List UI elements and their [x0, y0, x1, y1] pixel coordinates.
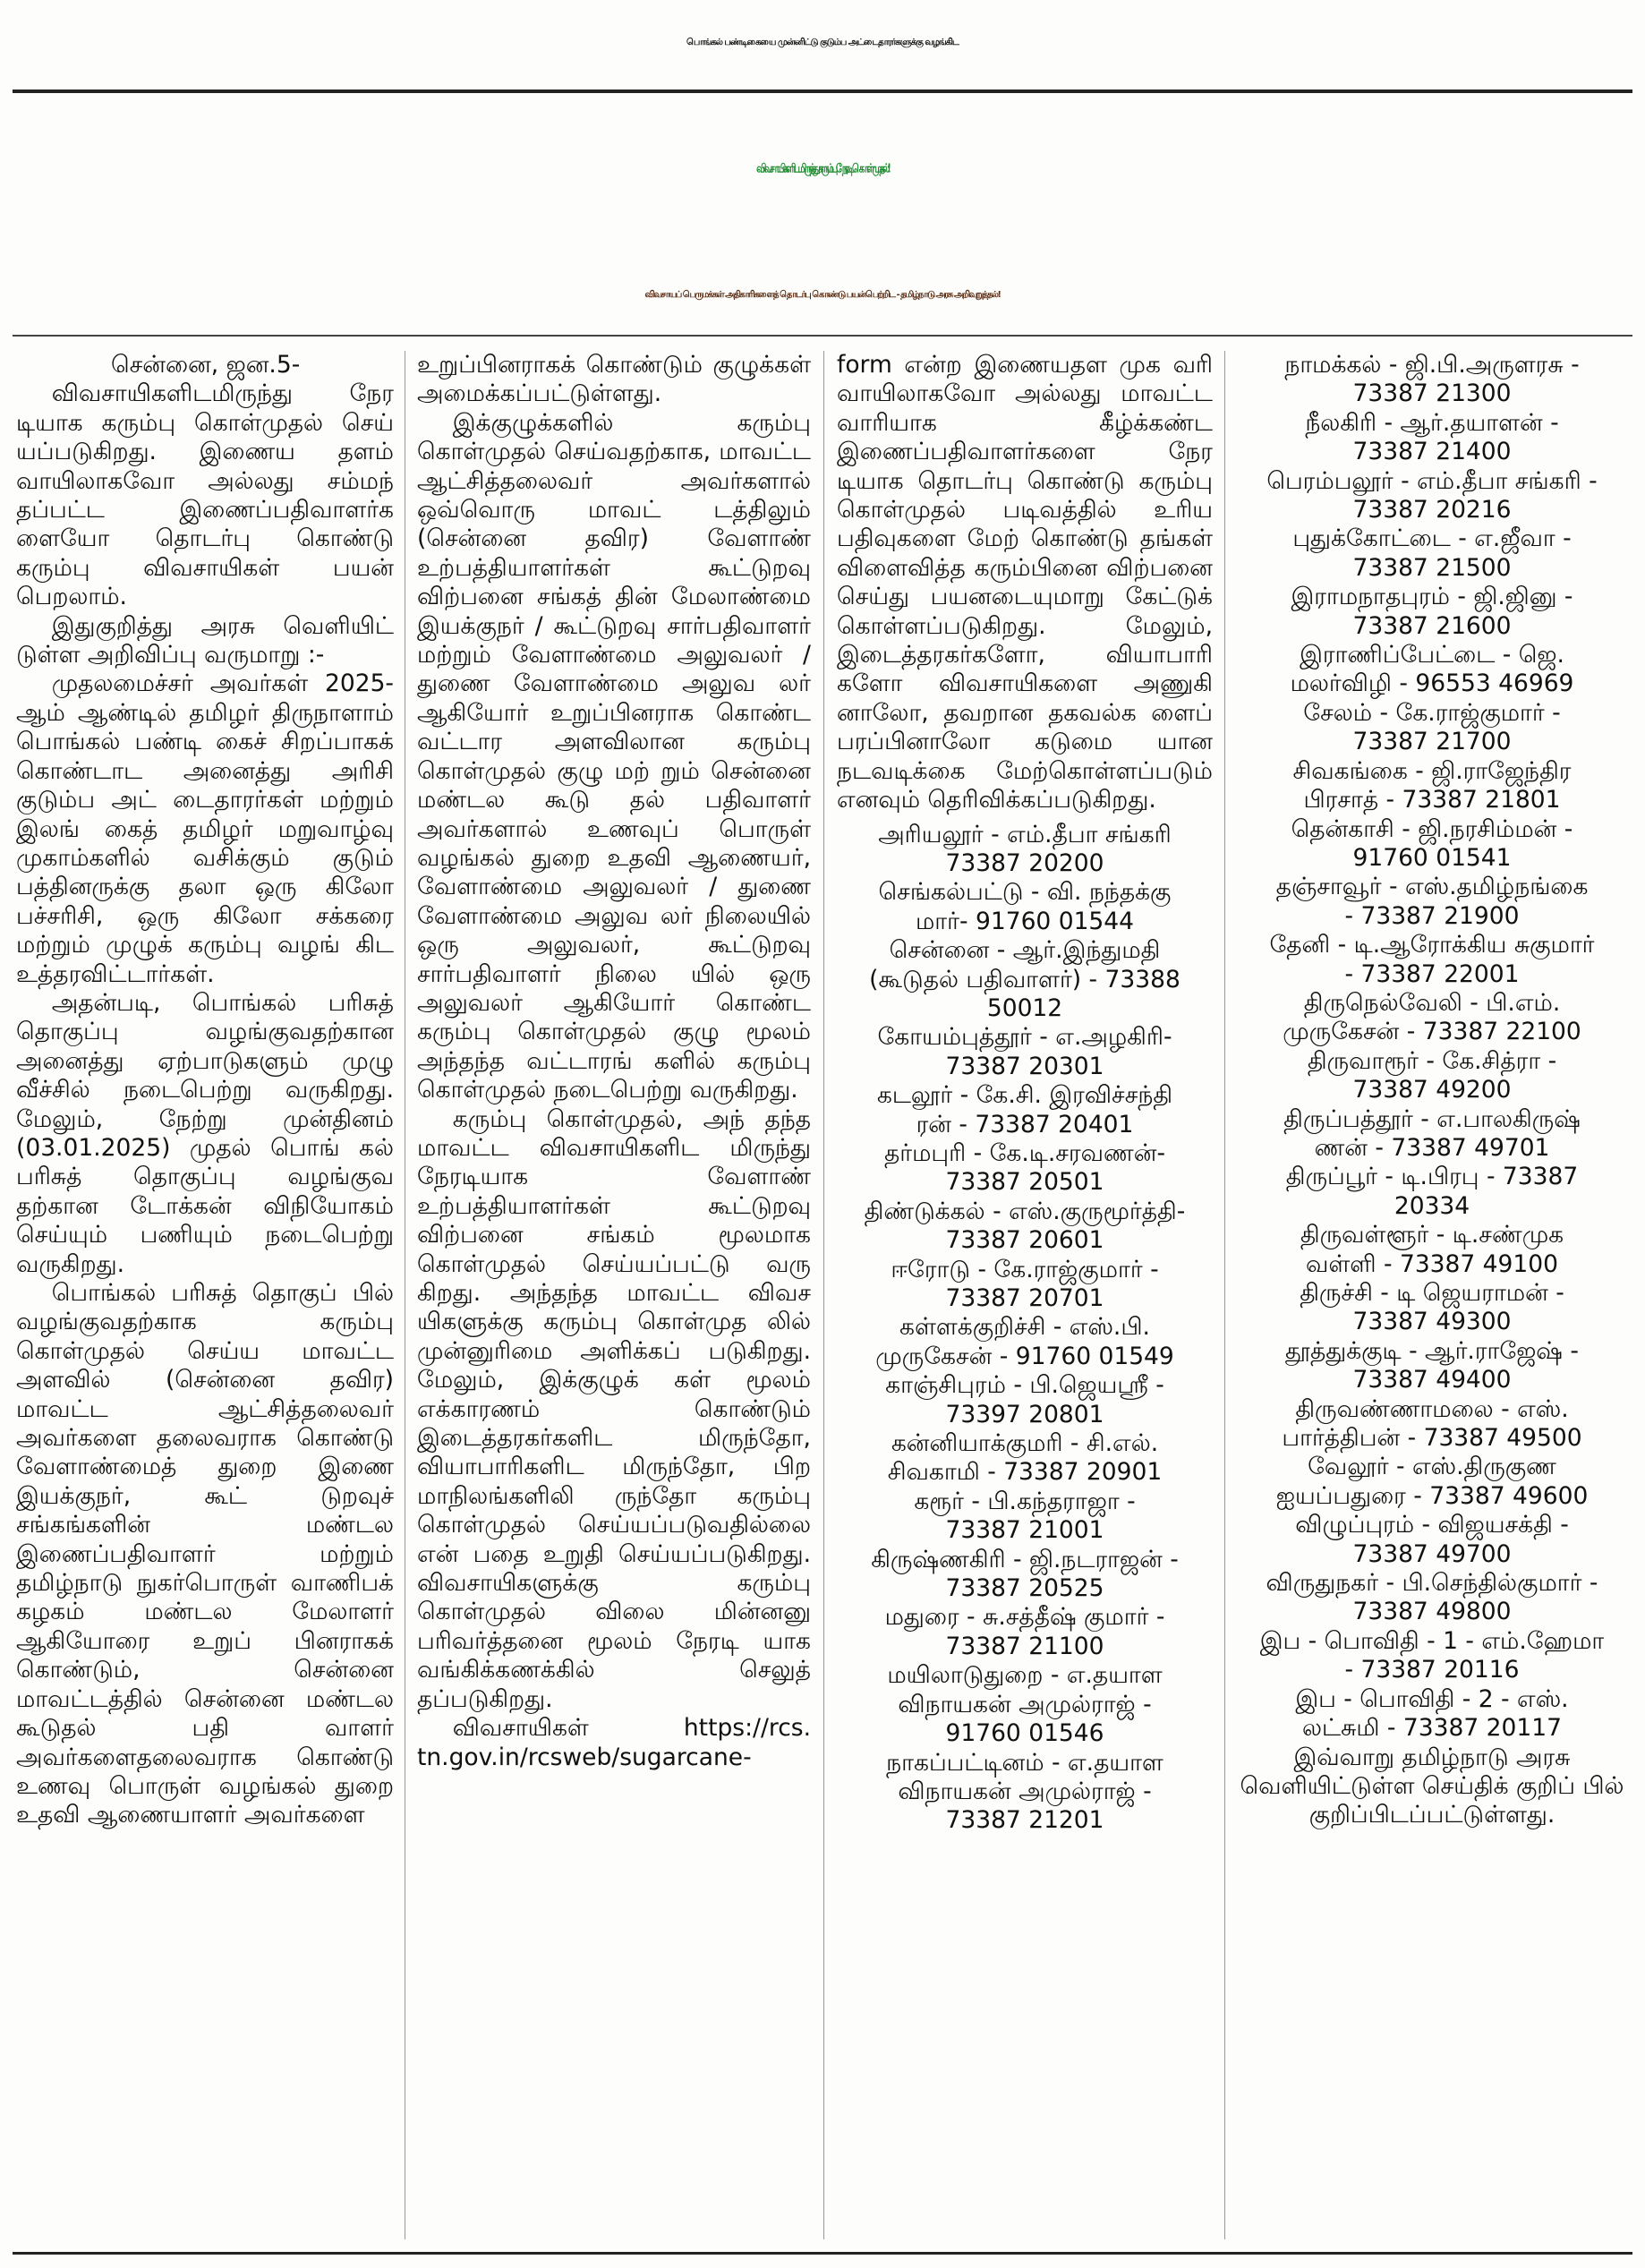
contact-line: தென்காசி - ஜி.நரசிம்மன் -	[1291, 814, 1573, 843]
paragraph: விவசாயிகளிடமிருந்து நேர டியாக கரும்பு கொள்முதல் செய் யப்படுகிறது. இணைய தளம் வாயிலாகவோ அல்லது சம்மந் தப்பட்ட இணைப்பதிவாளர்க ளையோ தொடர்பு கொண்டு கரும்பு விவசாயிகள் பயன் பெறலாம்.	[16, 379, 394, 611]
contact-line: மதுரை - சு.சத்தீஷ் குமார் -	[884, 1603, 1165, 1632]
column-divider	[823, 351, 824, 2239]
main-headline: விவசாயிகளிடமிருந்து கரும்பு நேரடி கொள்முதல்!	[756, 162, 889, 176]
closing-text: இவ்வாறு தமிழ்நாடு அரசு வெளியிட்டுள்ள செய்திக் குறிப் பில் குறிப்பிடப்பட்டுள்ளது.	[1240, 1743, 1624, 1829]
contact-line: 73387 20601	[945, 1226, 1104, 1255]
contact-line: 73387 21201	[945, 1806, 1104, 1835]
contact-line: விநாயகன் அமுல்ராஜ் -	[898, 1690, 1152, 1718]
contact-line: - 73387 21900	[1344, 901, 1520, 930]
contact-line: கடலூர் - கே.சி. இரவிச்சந்தி	[876, 1081, 1173, 1110]
contact-line: பிரசாத் - 73387 21801	[1303, 786, 1561, 814]
contact-line: 50012	[986, 993, 1063, 1022]
contact-line: 20334	[1394, 1191, 1470, 1220]
contact-line: திருப்பத்தூர் - எ.பாலகிருஷ்	[1283, 1104, 1581, 1133]
contact-line: 73387 20301	[945, 1052, 1104, 1080]
contact-line: தஞ்சாவூர் - எஸ்.தமிழ்நங்கை	[1275, 873, 1589, 901]
contact-line: 73387 20501	[945, 1168, 1104, 1197]
contact-line: பார்த்திபன் - 73387 49500	[1282, 1424, 1582, 1453]
contact-line: 73387 21001	[945, 1516, 1104, 1545]
article-column-2	[417, 351, 811, 2239]
contact-line: இராணிப்பேட்டை - ஜெ.	[1300, 641, 1564, 669]
contact-line: ரன் - 73387 20401	[916, 1110, 1134, 1138]
contact-line: 73387 21100	[945, 1632, 1104, 1660]
paragraph: விவசாயிகள் https://rcs. tn.gov.in/rcsweb/sugarcane-	[417, 1714, 811, 1771]
contact-line: நீலகிரி - ஆர்.தயாளன் -	[1305, 408, 1559, 437]
contact-line: 73387 20525	[945, 1574, 1104, 1603]
contact-line: 91760 01541	[1352, 843, 1512, 872]
contact-line: செங்கல்பட்டு - வி. நந்தக்கு	[878, 878, 1172, 907]
contact-line: நாகப்பட்டினம் - எ.தயாள	[886, 1748, 1163, 1777]
contact-line: மார்- 91760 01544	[915, 907, 1135, 935]
kicker-headline: பொங்கல் பண்டிகையை முன்னிட்டு குடும்ப அட்டைதாரர்களுக்கு வழங்கிட	[686, 38, 959, 47]
contact-line: பெரம்பலூர் - எம்.தீபா சங்கரி -	[1266, 466, 1598, 495]
contact-line: கள்ளக்குறிச்சி - எஸ்.பி.	[899, 1313, 1150, 1342]
paragraph: கரும்பு கொள்முதல், அந் தந்த மாவட்ட விவசாயிகளிட மிருந்து நேரடியாக வேளாண் உற்பத்தியாளர்கள் கூட்டுறவு விற்பனை சங்கம் மூலமாக கொள்முதல் செய்யப்பட்டு வரு கிறது. அந்தந்த மாவட்ட விவச யிகளுக்கு கரும்பு கொள்முத லில் முன்னுரிமை அளிக்கப் படுகிறது. மேலும், இக்குழுக் கள் மூலம் எக்காரணம் கொண்டும் இடைத்தரகர்களிட மிருந்தோ, வியாபாரிகளிட மிருந்தோ, பிற மாநிலங்களிலி ருந்தோ கரும்பு கொள்முதல் செய்யப்படுவதில்லை என் பதை உறுதி செய்யப்படுகிறது. விவசாயிகளுக்கு கரும்பு கொள்முதல் விலை மின்னனு பரிவர்த்தனை மூலம் நேரடி யாக வங்கிக்கணக்கில் செலுத் தப்படுகிறது.	[417, 1104, 811, 1713]
contact-line: (கூடுதல் பதிவாளர்) - 73388	[869, 965, 1180, 993]
contact-line: முருகேசன் - 91760 01549	[875, 1342, 1174, 1370]
contact-line: விழுப்புரம் - விஜயசக்தி -	[1295, 1511, 1569, 1539]
paragraph: இக்குழுக்களில் கரும்பு கொள்முதல் செய்வதற்காக, மாவட்ட ஆட்சித்தலைவர் அவர்களால் ஒவ்வொரு மாவட் டத்திலும் (சென்னை தவிர) வேளாண் உற்பத்தியாளர்கள் கூட்டுறவு விற்பனை சங்கத் தின் மேலாண்மை இயக்குநர் / கூட்டுறவு சார்பதிவாளர் மற்றும் வேளாண்மை அலுவலர் / துணை வேளாண்மை அலுவ லர் ஆகியோர் உறுப்பினராக கொண்ட வட்டார அளவிலான கரும்பு கொள்முதல் குழு மற் றும் சென்னை மண்டல கூடு தல் பதிவாளர் அவர்களால் உணவுப் பொருள் வழங்கல் துறை உதவி ஆணையர், வேளாண்மை அலுவலர் / துணை வேளாண்மை அலுவ லர் நிலையில் ஒரு அலுவலர், கூட்டுறவு சார்பதிவாளர் நிலை யில் ஒரு அலுவலர் ஆகியோர் கொண்ட கரும்பு கொள்முதல் குழு மூலம் அந்தந்த வட்டாரங் களில் கரும்பு கொள்முதல் நடைபெற்று வருகிறது.	[417, 408, 811, 1104]
contact-line: 73387 20200	[945, 848, 1104, 877]
contact-line: மயிலாடுதுறை - எ.தயாள	[887, 1661, 1163, 1690]
contact-list	[837, 821, 1213, 1836]
contact-line: திண்டுக்கல் - எஸ்.குருமூர்த்தி-	[864, 1197, 1186, 1225]
contact-line: லட்சுமி - 73387 20117	[1302, 1714, 1562, 1743]
contact-line: அரியலூர் - எம்.தீபா சங்கரி	[878, 820, 1172, 848]
contact-line: திருநெல்வேலி - பி.எம்.	[1303, 988, 1561, 1017]
contact-line: தர்மபுரி - கே.டி.சரவணன்-	[883, 1138, 1166, 1167]
contact-line: காஞ்சிபுரம் - பி.ஜெயஸ்ரீ -	[885, 1371, 1164, 1400]
contact-line: ஐயப்பதுரை - 73387 49600	[1275, 1481, 1589, 1510]
contact-line: கன்னியாக்குமரி - சி.எல்.	[891, 1429, 1159, 1458]
article-column-4	[1235, 351, 1629, 2239]
contact-line: இராமநாதபுரம் - ஜி.ஜினு -	[1291, 583, 1573, 611]
bottom-rule	[13, 2252, 1632, 2255]
contact-line: கரூர் - பி.கந்தராஜா -	[914, 1487, 1136, 1515]
contact-line: - 73387 22001	[1344, 959, 1520, 988]
subhead-rule	[13, 335, 1632, 337]
contact-line: வேலூர் - எஸ்.திருகுண	[1308, 1453, 1556, 1481]
contact-line: சிவகாமி - 73387 20901	[887, 1458, 1163, 1487]
column-divider	[1224, 351, 1225, 2239]
contact-line: தூத்துக்குடி - ஆர்.ராஜேஷ் -	[1285, 1336, 1579, 1365]
contact-line: திருவள்ளூர் - டி.சண்முக	[1300, 1221, 1564, 1249]
article-column-1	[16, 351, 394, 2239]
contact-line: 91760 01546	[945, 1719, 1104, 1748]
contact-line: கோயம்புத்தூர் - எ.அழகிரி-	[877, 1023, 1172, 1052]
contact-line: திருவண்ணாமலை - எஸ்.	[1295, 1394, 1569, 1423]
paragraph: அதன்படி, பொங்கல் பரிசுத் தொகுப்பு வழங்குவதற்கான அனைத்து ஏற்பாடுகளும் முழு வீச்சில் நடைபெற்று வருகிறது. மேலும், நேற்று முன்தினம் (03.01.2025) முதல் பொங் கல் பரிசுத் தொகுப்பு வழங்குவ தற்கான டோக்கன் விநியோகம் செய்யும் பணியும் நடைபெற்று வருகிறது.	[16, 988, 394, 1278]
contact-line: இப - பொவிதி - 1 - எம்.ஹேமா	[1259, 1626, 1605, 1655]
contact-line: இப - பொவிதி - 2 - எஸ்.	[1295, 1684, 1569, 1713]
contact-line: 73387 21700	[1352, 728, 1512, 756]
contact-line: சிவகங்கை - ஜி.ராஜேந்திர	[1292, 756, 1572, 785]
contact-line: 73387 21600	[1352, 611, 1512, 640]
dateline: சென்னை, ஜன.5-	[111, 351, 301, 379]
subheadline: விவசாயப் பெருமக்கள் அதிகாரிகளைத் தொடர்பு கொண்டு பயன்பெற்றிட - தமிழ்நாடு அரசு அறிவுறுத்தல்!	[644, 290, 1001, 300]
contact-line: 73387 49700	[1352, 1539, 1512, 1568]
paragraph: பொங்கல் பரிசுத் தொகுப் பில் வழங்குவதற்காக கரும்பு கொள்முதல் செய்ய மாவட்ட அளவில் (சென்னை தவிர) மாவட்ட ஆட்சித்தலைவர் அவர்களை தலைவராக கொண்டு வேளாண்மைத் துறை இணை இயக்குநர், கூட் டுறவுச் சங்கங்களின் மண்டல இணைப்பதிவாளர் மற்றும் தமிழ்நாடு நுகர்பொருள் வாணிபக் கழகம் மண்டல மேலாளர் ஆகியோரை உறுப் பினராகக் கொண்டும், சென்னை மாவட்டத்தில் சென்னை மண்டல கூடுதல் பதி வாளர் அவர்களைதலைவராக கொண்டு உணவு பொருள் வழங்கல் துறை உதவி ஆணையாளர் அவர்களை	[16, 1279, 394, 1829]
contact-line: 73387 49200	[1352, 1076, 1512, 1104]
contact-line: 73387 20701	[945, 1284, 1104, 1312]
contact-line: சேலம் - கே.ராஜ்குமார் -	[1303, 698, 1561, 727]
contact-line: 73387 21300	[1352, 379, 1512, 408]
contact-line: திருப்பூர் - டி.பிரபு - 73387	[1285, 1163, 1579, 1191]
contact-line: திருவாரூர் - கே.சித்ரா -	[1307, 1046, 1557, 1075]
paragraph: உறுப்பினராகக் கொண்டும் குழுக்கள் அமைக்கப்பட்டுள்ளது.	[417, 351, 811, 408]
contact-line: விருதுநகர் - பி.செந்தில்குமார் -	[1266, 1569, 1598, 1598]
paragraph: முதலமைச்சர் அவர்கள் 2025-ஆம் ஆண்டில் தமிழர் திருநாளாம் பொங்கல் பண்டி கைச் சிறப்பாகக் கொண்டாட அனைத்து அரிசி குடும்ப அட் டைதாரர்கள் மற்றும் இலங் கைத் தமிழர் மறுவாழ்வு முகாம்களில் வசிக்கும் குடும் பத்தினருக்கு தலா ஒரு கிலோ பச்சரிசி, ஒரு கிலோ சக்கரை மற்றும் முழுக் கரும்பு வழங் கிட உத்தரவிட்டார்கள்.	[16, 669, 394, 988]
contact-line: 73387 21400	[1352, 438, 1512, 466]
contact-line: தேனி - டி.ஆரோக்கிய சுகுமார்	[1269, 931, 1595, 959]
contact-line: புதுக்கோட்டை - எ.ஜீவா -	[1292, 524, 1572, 553]
contact-line: மலர்விழி - 96553 46969	[1290, 669, 1574, 698]
contact-line: விநாயகன் அமுல்ராஜ் -	[898, 1777, 1152, 1805]
article-column-3	[837, 351, 1213, 2239]
contact-line: கிருஷ்ணகிரி - ஜி.நடராஜன் -	[871, 1545, 1179, 1573]
contact-line: சென்னை - ஆர்.இந்துமதி	[889, 936, 1161, 965]
contact-list	[1235, 351, 1629, 1744]
contact-line: 73387 49300	[1352, 1308, 1512, 1336]
contact-line: முருகேசன் - 73387 22100	[1283, 1018, 1581, 1046]
contact-line: திருச்சி - டி ஜெயராமன் -	[1300, 1279, 1564, 1307]
contact-line: 73387 20216	[1352, 496, 1512, 524]
contact-line: வள்ளி - 73387 49100	[1305, 1249, 1558, 1278]
contact-line: 73387 21500	[1352, 553, 1512, 582]
contact-line: - 73387 20116	[1344, 1656, 1520, 1684]
contact-line: ஈரோடு - கே.ராஜ்குமார் -	[891, 1255, 1159, 1283]
contact-line: 73387 49400	[1352, 1366, 1512, 1394]
contact-line: 73387 49800	[1352, 1598, 1512, 1626]
contact-line: நாமக்கல் - ஜி.பி.அருளரசு -	[1284, 351, 1580, 379]
paragraph: இதுகுறித்து அரசு வெளியிட் டுள்ள அறிவிப்பு வருமாறு :-	[16, 611, 394, 669]
contact-line: ணன் - 73387 49701	[1314, 1133, 1550, 1162]
contact-line: 73397 20801	[945, 1400, 1104, 1428]
paragraph: form என்ற இணையதள முக வரி வாயிலாகவோ அல்லது மாவட்ட வாரியாக கீழ்க்கண்ட இணைப்பதிவாளர்களை நேர டியாக தொடர்பு கொண்டு கரும்பு கொள்முதல் படிவத்தில் உரிய பதிவுகளை மேற் கொண்டு தங்கள் விளைவித்த கரும்பினை விற்பனை செய்து பயனடையுமாறு கேட்டுக் கொள்ளப்படுகிறது. மேலும், இடைத்தரகர்களோ, வியாபாரி களோ விவசாயிகளை அணுகி னாலோ, தவறான தகவல்க ளைப் பரப்பினாலோ கடுமை யான நடவடிக்கை மேற்கொள்ளப்படும் எனவும் தெரிவிக்கப்படுகிறது.	[837, 351, 1213, 814]
